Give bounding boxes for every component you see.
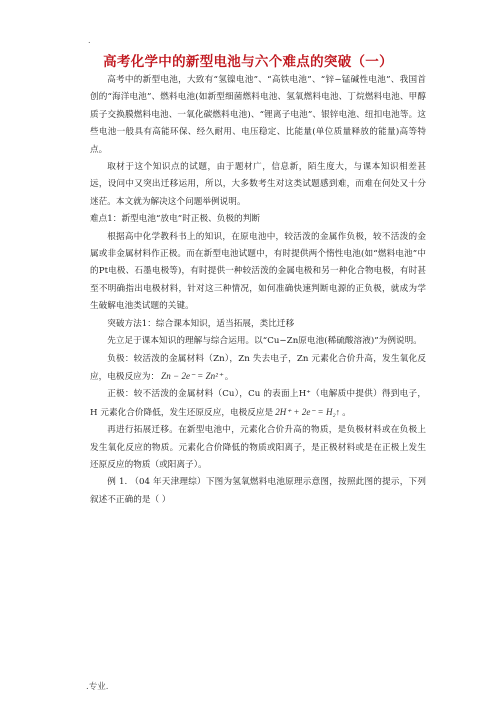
- paragraph-intro: 高考中的新型电池，大致有“氢镍电池”、“高铁电池”、“锌−锰碱性电池”、我国首创的“海洋电池”、燃料电池(如新型细菌燃料电池、氢氧燃料电池、丁烷燃料电池、甲醇质子交换膜燃料电池、一氧化碳燃料电池)、“锂离子电池”、银锌电池、纽扣电池等。这些电池一般具有高能环保、经久耐用、电压稳定、比能量(单位质量释放的能量)高等特点。: [90, 75, 426, 155]
- paragraph-background: 根据高中化学教科书上的知识，在原电池中，较活泼的金属作负极，较不活泼的金属或非金属材料作正极。而在新型电池试题中，有时提供两个惰性电池(如“燃料电池”中的Pt电极、石墨电极等)，有时提供一种较活泼的金属电极和另一种化合物电极，有时甚至不明确指出电极材料，针对这三种情况，如何准确快速判断电源的正负极，就成为学生破解电池类试题的关键。: [90, 231, 426, 312]
- paragraph-extension: 再进行拓展迁移。在新型电池中，元素化合价升高的物质，是负极材料或在负极上发生氧化反应的物质。元素化合价降低的物质或阳离子，是正极材料或是在正极上发生还原反应的物质（或阳离子）。: [90, 425, 426, 470]
- negative-text: 负极：较活泼的金属材料（Zn），Zn 失去电子，Zn 元素化合价升高，发生氧化反应，电极反应为：: [90, 353, 426, 382]
- paragraph-purpose: 取材于这个知识点的试题，由于题材广，信息新，陌生度大，与课本知识相差甚远，设问中又突出迁移运用，所以，大多数考生对这类试题感到难，而难在何处又十分迷茫。本文就为解决这个问题举例说明。: [90, 162, 426, 207]
- header-mark: .: [88, 36, 91, 45]
- paragraph-example-1: 例 1. （04 年天津理综）下图为氢氧燃料电池原理示意图，按照此图的提示，下列叙述不正确的是（ ）: [90, 477, 426, 505]
- method-heading: 突破方法1：综合课本知识，适当拓展，类比迁移: [107, 318, 295, 329]
- positive-text: 正极：较不活泼的金属材料（Cu），Cu 的表面上H⁺（电解质中提供）得到电子，H 元素化合价降低，发生还原反应，电极反应是: [90, 389, 426, 418]
- page-footer: .专业.: [86, 682, 109, 692]
- positive-end: 。: [342, 407, 351, 418]
- paragraph-negative-electrode: [90, 351, 426, 387]
- equation-cathode: 2H⁺ + 2e⁻ = H₂↑: [275, 406, 341, 417]
- document-title: 高考化学中的新型电池与六个难点的突破（一）: [103, 54, 393, 70]
- negative-end: 。: [224, 371, 234, 382]
- section-heading: 难点1：新型电池“放电”时正极、负极的判断: [90, 214, 260, 225]
- equation-anode: Zn − 2e⁻ = Zn²⁺: [161, 370, 223, 381]
- document-body: [90, 72, 426, 509]
- paragraph-positive-electrode: [90, 386, 426, 422]
- paragraph-example-intro: 先立足于课本知识的理解与综合运用。以“Cu−Zn原电池(稀硫酸溶液)”为例说明。: [107, 336, 422, 347]
